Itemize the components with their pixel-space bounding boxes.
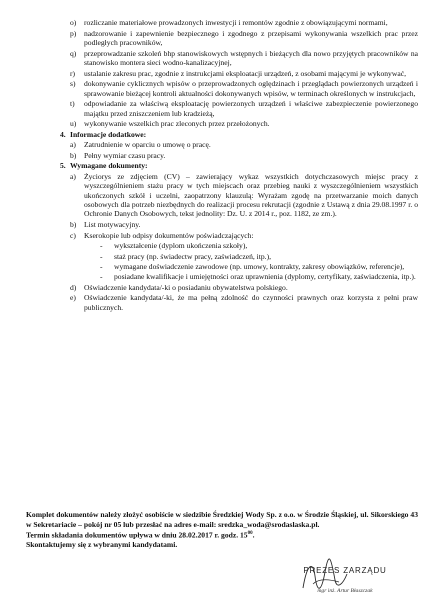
section-number: 4. <box>60 129 66 139</box>
dash-item <box>26 262 418 271</box>
document-body <box>26 18 418 313</box>
stamp-title: PREZES ZARZĄDU <box>303 566 387 575</box>
item-text: odpowiadanie za właściwą eksploatację powierzonych urządzeń i właściwe zabezpieczenie powierzonego majątku przed zniszczeniem lub kradzieżą, <box>84 99 418 118</box>
list-item <box>26 220 418 229</box>
item-label: a) <box>70 140 76 150</box>
list-item <box>26 69 418 78</box>
item-label: u) <box>70 119 77 129</box>
footer-instructions <box>26 510 418 550</box>
list-item <box>26 18 418 27</box>
section-5-heading <box>26 161 418 170</box>
stamp <box>285 566 405 598</box>
footer-deadline <box>26 529 418 540</box>
item-text: nadzorowanie i zapewnienie bezpiecznego i zgodnego z przepisami wykonywania wszelkich prac przez podległych pracowników, <box>84 28 418 47</box>
list-item <box>26 119 418 128</box>
item-text: dokonywanie cyklicznych wpisów o przeprowadzonych oględzinach i przeglądach powierzonych urządzeń i sprawowanie bieżącej kontroli aktualności dokonywanych wpisów, w terminach określonych w instrukcjach, <box>84 79 418 98</box>
item-text: rozliczanie materiałowe prowadzonych inwestycji i remontów zgodnie z obowiązującymi normami, <box>84 18 388 27</box>
stamp-name: mgr inż. Artur Błaszczak <box>317 588 373 594</box>
item-text: Życiorys ze zdjęciem (CV) – zawierający wykaz wszystkich dotychczasowych miejsc pracy z wyszczególnieniem stażu pracy w tych miejscach oraz przebieg nauki z wyszczególnieniem wszystkich ukończonych szkół i uczelni, zaopatrzony klauzulą: Wyrażam zgodę na przetwarzanie moich danych osobowych dla potrzeb niezbędnych do realizacji procesu rekrutacji (zgodnie z Ustawą z dnia 29.08.1997 r. o Ochronie Danych Osobowych, tekst jednolity: Dz. U. z 2014 r., poz. 1182, ze zm.). <box>84 171 418 219</box>
dash-item <box>26 241 418 250</box>
dash-item <box>26 252 418 261</box>
item-text: przeprowadzanie szkoleń bhp stanowiskowych wstępnych i bieżących dla nowo przyjętych pracowników na stanowisko montera sieci wodno-kanalizacyjnej, <box>84 48 418 67</box>
list-item <box>26 293 418 312</box>
list-item <box>26 99 418 118</box>
item-label: c) <box>70 230 76 240</box>
section-title: Informacje dodatkowe: <box>70 129 147 139</box>
list-item <box>26 140 418 149</box>
item-label: p) <box>70 28 77 38</box>
item-label: o) <box>70 18 77 27</box>
section-number: 5. <box>60 161 66 171</box>
dash-text: staż pracy (np. świadectw pracy, zaświadczeń, itp.), <box>114 251 272 261</box>
item-text: wykonywanie wszelkich prac zleconych przez przełożonych. <box>84 119 270 129</box>
item-text: Zatrudnienie w oparciu o umowę o pracę. <box>84 140 211 150</box>
item-text: List motywacyjny. <box>84 220 141 229</box>
list-item <box>26 29 418 48</box>
dash-text: posiadane kwalifikacje i umiejętności oraz uprawnienia (dyplomy, certyfikaty, zaświadczenia, itp.). <box>114 272 416 282</box>
item-label: b) <box>70 220 77 229</box>
item-text: Oświadczenie kandydata/-ki, że ma pełną zdolność do czynności prawnych oraz korzysta z pełni praw publicznych. <box>84 293 418 312</box>
deadline-minutes: 00 <box>247 531 253 537</box>
section-title: Wymagane dokumenty: <box>70 161 148 171</box>
item-text: ustalanie zakresu prac, zgodnie z instrukcjami eksploatacji urządzeń, z osobami mającymi je wykonywać, <box>84 68 406 78</box>
dash-item <box>26 272 418 281</box>
item-label: r) <box>70 68 76 78</box>
item-label: a) <box>70 171 76 181</box>
list-item <box>26 231 418 240</box>
dash-label: - <box>100 262 103 271</box>
dash-text: wymagane doświadczenie zawodowe (np. umowy, kontrakty, zakresy obowiązków, referencje), <box>114 262 405 271</box>
footer-submission-text: Komplet dokumentów należy złożyć osobiście w siedzibie Średzkiej Wody Sp. z o.o. w Środzie Śląskiej, ul. Sikorskiego 43 w Sekretariacie – pokój nr 05 lub przesłać na adres e-mail: sredzka_woda@srodaslaska.pl. <box>26 510 418 529</box>
dash-text: wykształcenie (dyplom ukończenia szkoły), <box>114 241 248 251</box>
dash-label: - <box>100 251 103 261</box>
dash-label: - <box>100 241 103 251</box>
item-text: Kserokopie lub odpisy dokumentów poświadczających: <box>84 230 254 240</box>
dash-label: - <box>100 272 103 282</box>
item-label: d) <box>70 282 77 292</box>
footer-contact-note: Skontaktujemy się z wybranymi kandydatami. <box>26 540 178 550</box>
section-4-heading <box>26 130 418 139</box>
deadline-end: . <box>252 530 255 540</box>
item-label: s) <box>70 79 76 89</box>
item-label: q) <box>70 48 77 58</box>
item-label: b) <box>70 150 77 160</box>
item-text: Oświadczenie kandydata/-ki o posiadaniu obywatelstwa polskiego. <box>84 282 288 292</box>
list-item <box>26 283 418 292</box>
list-item <box>26 172 418 219</box>
list-item <box>26 151 418 160</box>
item-label: t) <box>70 99 75 109</box>
item-label: e) <box>70 293 76 303</box>
list-item <box>26 79 418 98</box>
item-text: Pełny wymiar czasu pracy. <box>84 150 166 160</box>
list-item <box>26 49 418 68</box>
deadline-text: Termin składania dokumentów upływa w dniu 28.02.2017 r. godz. 15 <box>26 530 248 540</box>
